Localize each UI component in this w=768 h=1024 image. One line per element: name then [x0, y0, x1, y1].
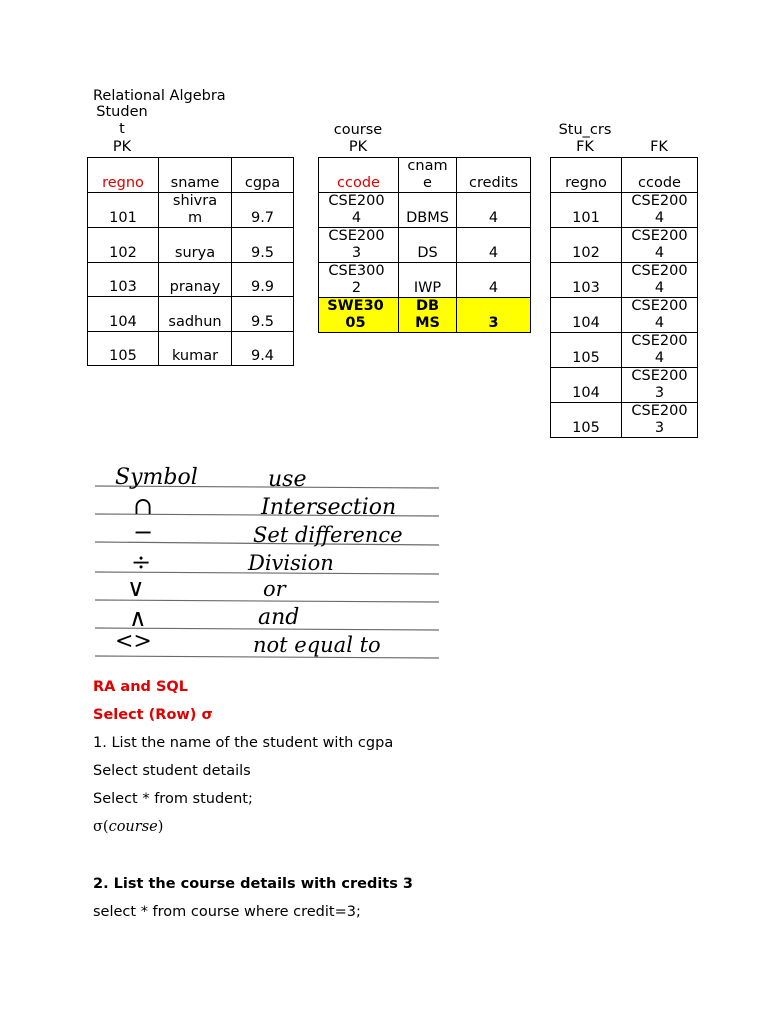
question-1-description: Select student details [93, 763, 251, 779]
column-header-regno: regno [551, 158, 622, 193]
table-row-highlighted [319, 298, 531, 333]
table-cell: surya [159, 228, 232, 263]
table-header-row [88, 158, 294, 193]
question-1-sql: Select * from student; [93, 791, 253, 807]
column-header-sname: sname [159, 158, 232, 193]
question-2: 2. List the course details with credits 3 [93, 876, 413, 892]
table-cell: 103 [551, 263, 622, 298]
stucrs-fk-label-ccode: FK [650, 139, 668, 155]
table-cell: 3 [457, 298, 531, 333]
table-cell: 4 [457, 263, 531, 298]
column-header-regno: regno [88, 158, 159, 193]
table-cell: 104 [551, 298, 622, 333]
table-cell: 105 [551, 403, 622, 438]
intersection-symbol: ∩ [133, 492, 154, 520]
sigma-symbol: σ [93, 819, 103, 835]
handwritten-symbol-table [93, 462, 441, 670]
table-cell: 104 [88, 297, 159, 332]
set-difference-use: Set difference [253, 523, 403, 547]
stucrs-table [550, 157, 698, 438]
table-cell: CSE2003 [319, 228, 399, 263]
table-cell: 101 [88, 193, 159, 228]
column-header-cname: cname [399, 158, 457, 193]
stucrs-fk-label-regno: FK [576, 139, 594, 155]
table-cell: 9.7 [232, 193, 294, 228]
table-row [319, 228, 531, 263]
question-2-sql: select * from course where credit=3; [93, 904, 361, 920]
section-heading-ra-sql: RA and SQL [93, 679, 188, 695]
table-cell: shivram [159, 193, 232, 228]
sigma-argument: course [108, 819, 158, 835]
division-use: Division [248, 551, 334, 575]
table-cell: 103 [88, 263, 159, 297]
table-row [551, 333, 698, 368]
not-equal-use: not equal to [253, 633, 381, 657]
course-pk-label: PK [348, 139, 368, 155]
table-cell: CSE2003 [622, 368, 698, 403]
table-cell: DBMS [399, 298, 457, 333]
student-table-label: Studen t [96, 104, 148, 137]
table-row [551, 298, 698, 333]
table-cell: 9.4 [232, 332, 294, 366]
column-header-ccode: ccode [622, 158, 698, 193]
table-row [551, 228, 698, 263]
sigma-expression: σ(course) [93, 819, 164, 835]
table-cell: 105 [551, 333, 622, 368]
not-equal-symbol: <> [115, 629, 152, 654]
table-cell: DS [399, 228, 457, 263]
table-cell: 101 [551, 193, 622, 228]
table-row [319, 263, 531, 298]
table-row [551, 403, 698, 438]
table-row [88, 193, 294, 228]
table-row [88, 228, 294, 263]
table-cell: 102 [88, 228, 159, 263]
and-symbol: ∧ [129, 604, 147, 632]
column-header-cgpa: cgpa [232, 158, 294, 193]
table-cell: sadhun [159, 297, 232, 332]
table-cell: CSE3002 [319, 263, 399, 298]
use-header: use [268, 467, 307, 492]
table-row [88, 297, 294, 332]
table-cell: 102 [551, 228, 622, 263]
student-table [87, 157, 294, 366]
course-table [318, 157, 531, 333]
table-header-row [319, 158, 531, 193]
student-pk-label: PK [112, 139, 132, 155]
intersection-use: Intersection [261, 495, 397, 520]
table-cell: pranay [159, 263, 232, 297]
table-cell: CSE2004 [622, 333, 698, 368]
table-cell: CSE2004 [622, 193, 698, 228]
table-cell: IWP [399, 263, 457, 298]
table-cell: CSE2004 [622, 228, 698, 263]
course-table-label: course [333, 122, 383, 138]
table-cell: 9.5 [232, 228, 294, 263]
section-heading-select-row: Select (Row) σ [93, 707, 213, 723]
table-cell: 9.5 [232, 297, 294, 332]
symbol-header: Symbol [115, 465, 198, 490]
question-1: 1. List the name of the student with cgpa [93, 735, 394, 751]
table-cell: kumar [159, 332, 232, 366]
table-cell: 4 [457, 193, 531, 228]
set-difference-symbol: − [133, 518, 154, 546]
table-cell: 104 [551, 368, 622, 403]
table-cell: CSE2004 [319, 193, 399, 228]
table-row [551, 193, 698, 228]
table-cell: 105 [88, 332, 159, 366]
table-row [551, 263, 698, 298]
page-title: Relational Algebra [93, 88, 226, 104]
stucrs-table-label: Stu_crs [558, 122, 612, 138]
table-cell: CSE2004 [622, 263, 698, 298]
division-symbol: ÷ [131, 548, 152, 576]
table-cell: CSE2004 [622, 298, 698, 333]
table-row [319, 193, 531, 228]
and-use: and [258, 605, 300, 630]
table-cell: CSE2003 [622, 403, 698, 438]
table-cell: 9.9 [232, 263, 294, 297]
table-cell: DBMS [399, 193, 457, 228]
table-row [88, 263, 294, 297]
table-header-row [551, 158, 698, 193]
column-header-credits: credits [457, 158, 531, 193]
table-row [88, 332, 294, 366]
table-cell: 4 [457, 228, 531, 263]
or-symbol: ∨ [127, 574, 145, 602]
or-use: or [263, 577, 286, 601]
table-row [551, 368, 698, 403]
table-cell: SWE3005 [319, 298, 399, 333]
column-header-ccode: ccode [319, 158, 399, 193]
